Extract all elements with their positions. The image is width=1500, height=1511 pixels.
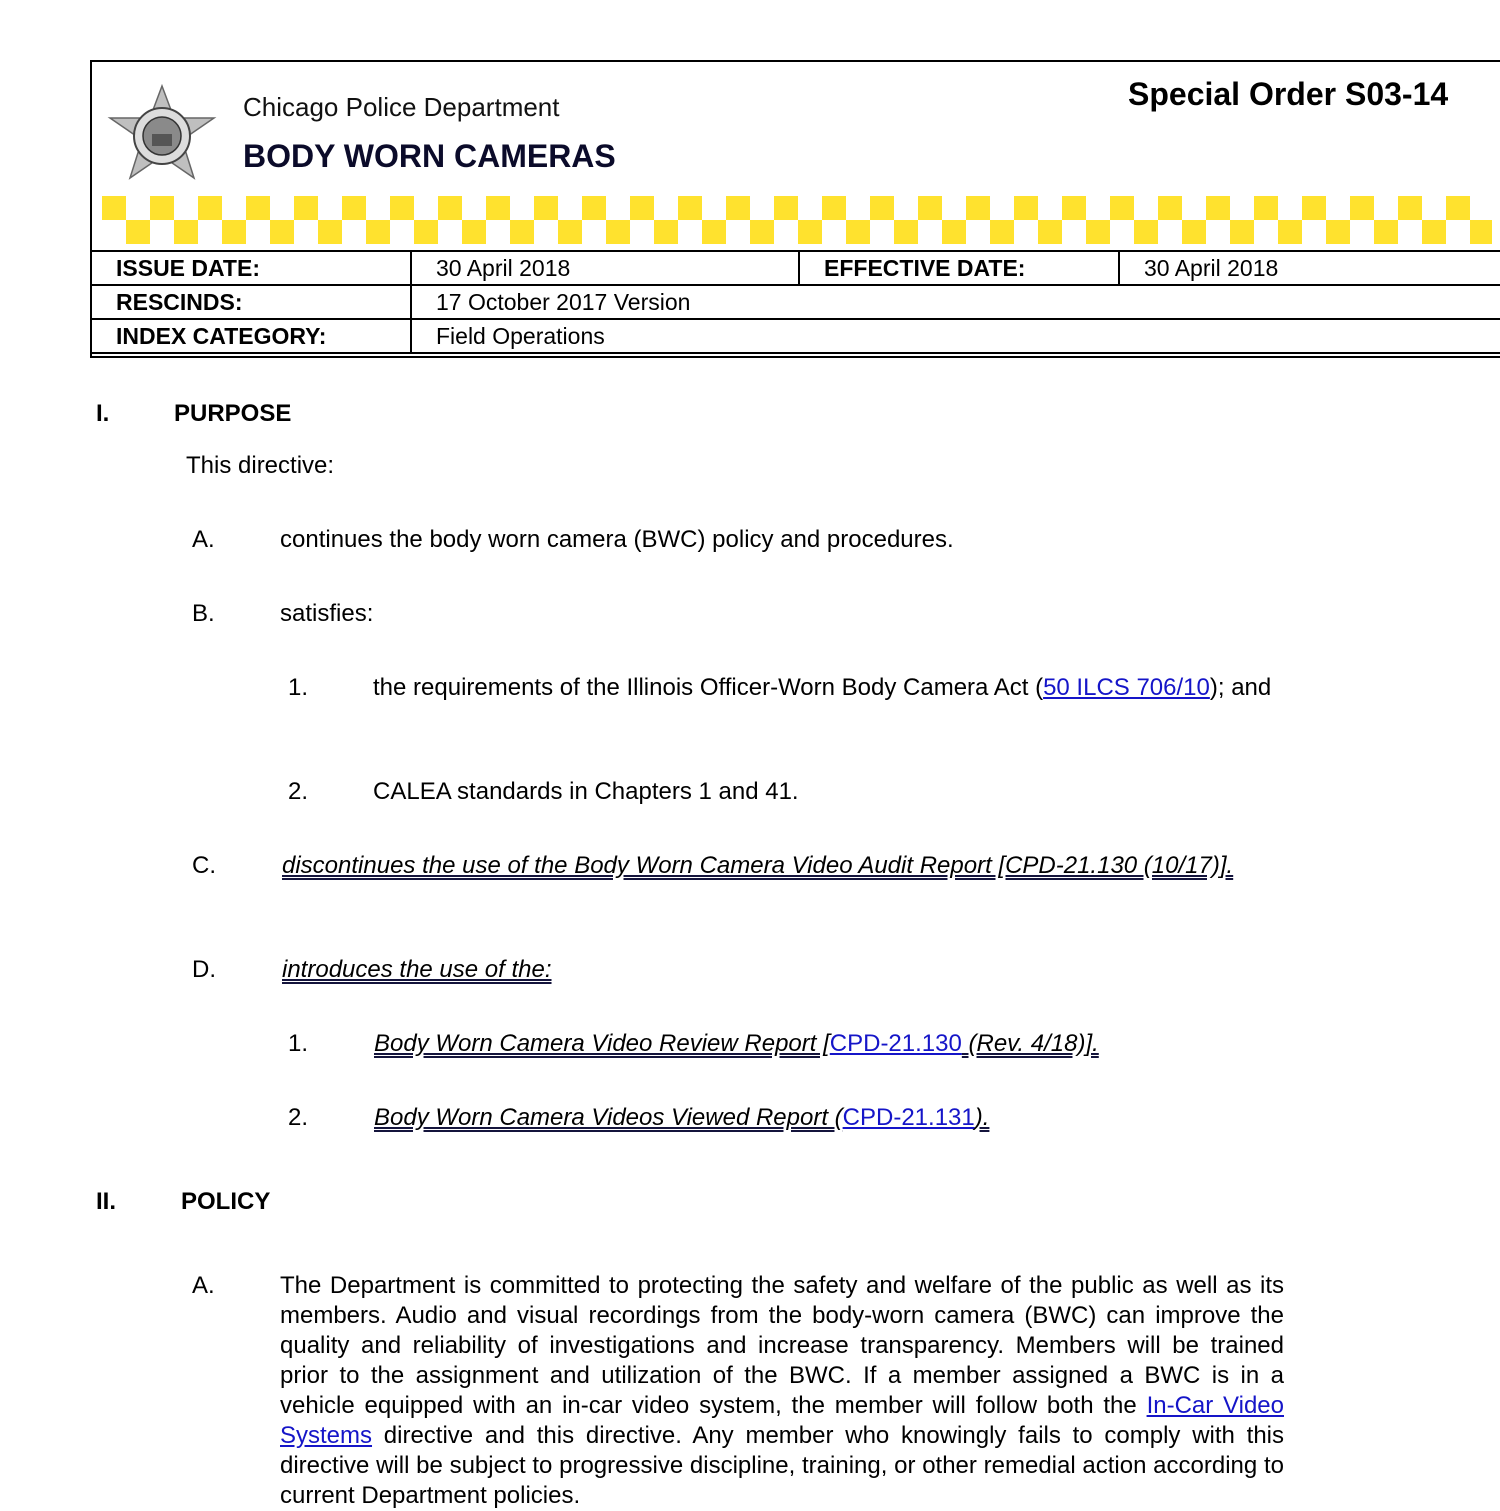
section-heading-purpose: PURPOSE xyxy=(174,400,292,427)
revised-text: ). xyxy=(974,1104,990,1131)
revised-text: introduces the use of the: xyxy=(282,956,552,983)
police-star-badge-icon xyxy=(106,84,218,180)
item-text xyxy=(282,955,552,985)
effective-date: 30 April 2018 xyxy=(1119,251,1500,285)
policy-paragraph xyxy=(280,1271,1284,1511)
item-label: A. xyxy=(192,1272,215,1299)
item-label: B. xyxy=(192,600,215,627)
department-name: Chicago Police Department xyxy=(243,92,560,122)
index-category-value: Field Operations xyxy=(411,319,1500,353)
item-text: satisfies: xyxy=(280,600,374,627)
item-label: 1. xyxy=(288,1030,309,1057)
in-car-video-link[interactable]: In-Car Video Systems xyxy=(280,1392,1284,1449)
revised-text: discontinues the use of the Body Worn Camera Video Audit Report [CPD-21.130 (10/17)]. xyxy=(282,852,1234,879)
table-row xyxy=(91,251,1500,285)
revised-text: Body Worn Camera Video Review Report [ xyxy=(374,1030,830,1057)
section-number: I. xyxy=(96,400,110,427)
item-label: 2. xyxy=(288,1104,309,1131)
item-text: CALEA standards in Chapters 1 and 41. xyxy=(373,778,799,805)
effective-date-label: EFFECTIVE DATE: xyxy=(799,251,1119,285)
revised-text: Body Worn Camera Videos Viewed Report ( xyxy=(374,1104,843,1131)
text: The Department is committed to protecting the safety and welfare of the public as well as its members. Audio and visual recordings from the body-worn camera (BWC) can improve the quality and reliability of investigations and increase transparency. Members will be trained prior to the assignment and utilization of the BWC. If a member assigned a BWC is in a vehicle equipped with an in-car video system, the member will follow both the xyxy=(280,1272,1284,1419)
text: the requirements of the Illinois Officer-Worn Body Camera Act ( xyxy=(373,674,1044,701)
revised-text: (Rev. 4/18)]. xyxy=(961,1030,1099,1057)
metadata-table xyxy=(90,250,1500,354)
item-label: D. xyxy=(192,956,216,983)
table-row xyxy=(91,319,1500,353)
table-row xyxy=(91,285,1500,319)
intro-text: This directive: xyxy=(186,452,335,479)
issue-date: 30 April 2018 xyxy=(411,251,799,285)
text: ); and xyxy=(1209,674,1272,701)
document-title: BODY WORN CAMERAS xyxy=(243,138,616,174)
item-text xyxy=(374,1103,989,1133)
rescinds-value: 17 October 2017 Version xyxy=(411,285,1500,319)
text: directive and this directive. Any member who knowingly fails to comply with this directive will be subject to progressive discipline, training, or other remedial action according to current Department policies. xyxy=(280,1422,1284,1509)
item-label: C. xyxy=(192,852,216,879)
checkered-band xyxy=(92,196,1500,246)
index-category-label: INDEX CATEGORY: xyxy=(91,319,411,353)
item-text xyxy=(373,673,1284,703)
ilcs-link[interactable]: 50 ILCS 706/10 xyxy=(1043,674,1210,701)
rescinds-label: RESCINDS: xyxy=(91,285,411,319)
item-label: 1. xyxy=(288,674,309,701)
item-text xyxy=(374,1029,1099,1059)
order-number: Special Order S03-14 xyxy=(1128,76,1449,112)
issue-date-label: ISSUE DATE: xyxy=(91,251,411,285)
checker-row xyxy=(126,220,1492,244)
cpd-21-130-link[interactable]: CPD-21.130 xyxy=(829,1030,962,1057)
item-text: continues the body worn camera (BWC) policy and procedures. xyxy=(280,526,954,553)
cpd-21-131-link[interactable]: CPD-21.131 xyxy=(842,1104,975,1131)
item-label: A. xyxy=(192,526,215,553)
section-heading-policy: POLICY xyxy=(181,1188,271,1215)
section-number: II. xyxy=(96,1188,117,1215)
item-label: 2. xyxy=(288,778,309,805)
checker-row xyxy=(102,196,1492,220)
item-text xyxy=(282,851,1284,881)
